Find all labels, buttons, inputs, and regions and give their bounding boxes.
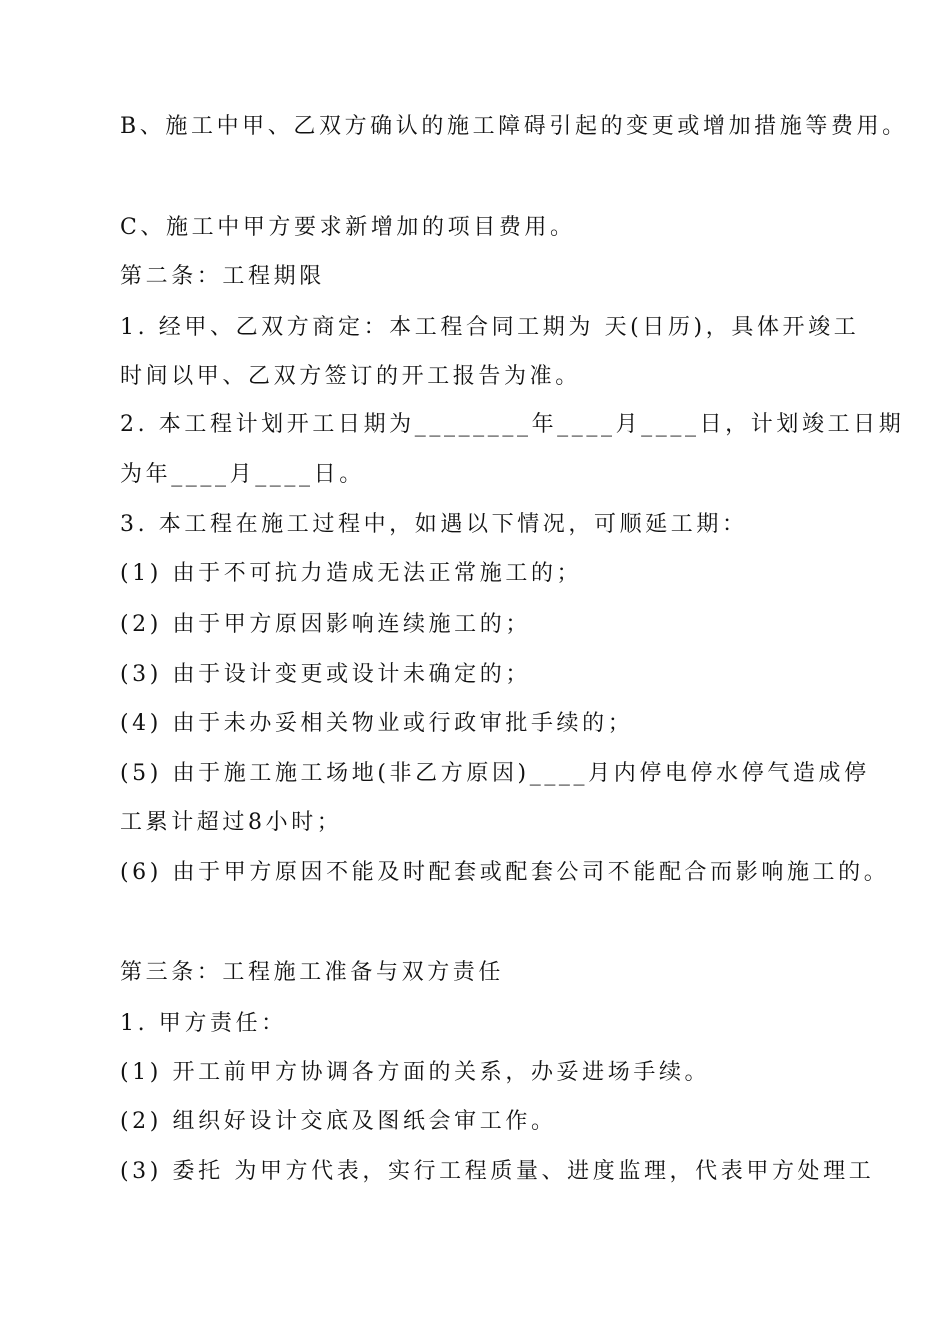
duty-item-2: (2) 组织好设计交底及图纸会审工作。 <box>120 1109 557 1134</box>
item-2-1-text: 1. 经甲、乙双方商定：本工程合同工期为 天(日历)，具体开竣工 <box>120 315 860 340</box>
section-3-heading: 第三条：工程施工准备与双方责任 <box>120 960 505 985</box>
item-2-3-text: 3. 本工程在施工过程中，如遇以下情况，可顺延工期： <box>120 512 748 537</box>
item-2-2-text: 2. 本工程计划开工日期为________年____月____日，计划竣工日期 <box>120 412 905 437</box>
clause-b-text: B、施工中甲、乙双方确认的施工障碍引起的变更或增加措施等费用。 <box>120 114 908 139</box>
item-3-1-heading: 1. 甲方责任： <box>120 1011 287 1036</box>
sub-item-3: (3) 由于设计变更或设计未确定的； <box>120 662 531 687</box>
sub-item-5: (5) 由于施工施工场地(非乙方原因)____月内停电停水停气造成停 <box>120 761 870 786</box>
duty-item-3: (3) 委托 为甲方代表，实行工程质量、进度监理，代表甲方处理工 <box>120 1159 875 1184</box>
item-2-1-continuation: 时间以甲、乙双方签订的开工报告为准。 <box>120 364 581 389</box>
item-2-2-continuation: 为年____月____日。 <box>120 462 365 487</box>
sub-item-5-continuation: 工累计超过8小时； <box>120 810 343 835</box>
clause-c-text: C、施工中甲方要求新增加的项目费用。 <box>120 215 576 240</box>
sub-item-6: (6) 由于甲方原因不能及时配套或配套公司不能配合而影响施工的。 <box>120 860 890 885</box>
sub-item-2: (2) 由于甲方原因影响连续施工的； <box>120 612 531 637</box>
section-2-heading: 第二条：工程期限 <box>120 264 325 289</box>
duty-item-1: (1) 开工前甲方协调各方面的关系，办妥进场手续。 <box>120 1060 711 1085</box>
sub-item-1: (1) 由于不可抗力造成无法正常施工的； <box>120 561 583 586</box>
sub-item-4: (4) 由于未办妥相关物业或行政审批手续的； <box>120 711 634 736</box>
